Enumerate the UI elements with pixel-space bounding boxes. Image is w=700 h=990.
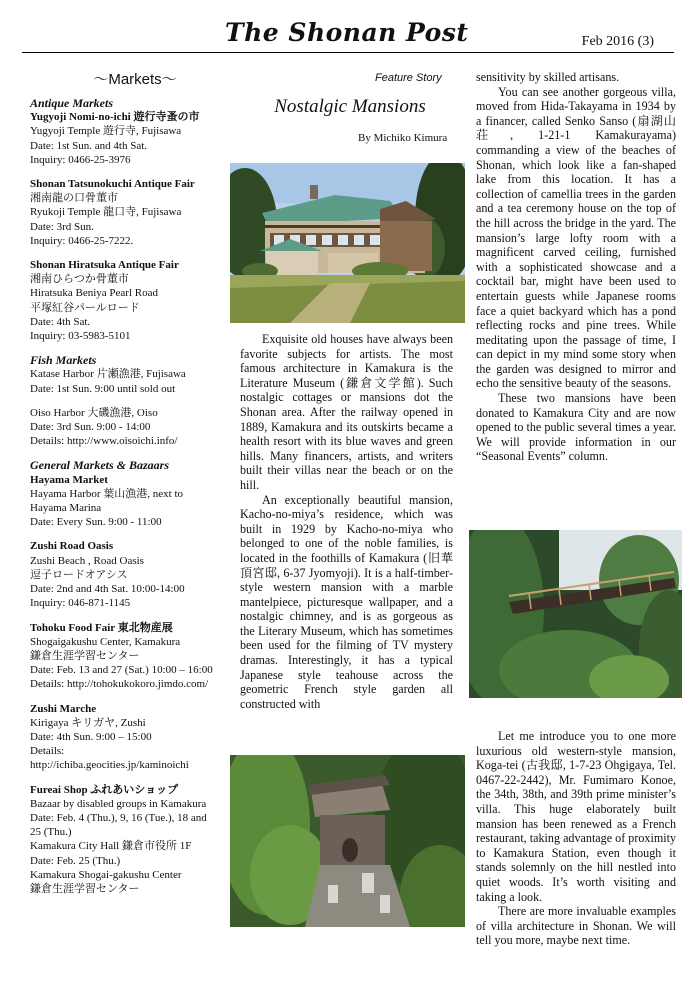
market-detail: Inquiry: 0466-25-7222.: [30, 234, 134, 247]
market-entry: [30, 177, 235, 248]
market-detail: http://ichiba.geocities.jp/kaminoichi: [30, 759, 189, 772]
story-paragraph: You can see another gorgeous villa, moved from Hida-Takayama in 1934 by a financer, called Senko Sanso (扇湖山荘, 1-21-1 Kamakurayama) commanding a view of the beaches of Shonan, which look like a fan-shaped lake from this location. It has a collection of camellia trees in the garden and a tea ceremony house on the top of the hill across the bridge in the yard. The mansion’s large lofty room with a magnificent carved ceiling, furnished with a sophisticated showcase and a cocktail bar, might have been used to entertain guests while Japanese rooms face a quiet backyard which has a pond reflecting rocks and pine trees. While meditating upon the passage of time, I can depict in my mind some story when the garden was designed to mirror and echo the sensitive beauty of the seasons.: [476, 84, 676, 391]
market-entry: [30, 621, 235, 692]
market-detail: Date: 3rd Sun.: [30, 220, 94, 233]
market-entry: [30, 702, 235, 773]
market-detail: 25 (Thu.): [30, 826, 72, 839]
market-name: Tohoku Food Fair 東北物産展: [30, 621, 173, 634]
market-entry: [30, 258, 235, 343]
markets-column: [30, 96, 235, 906]
market-category: General Markets & Bazaars: [30, 458, 170, 473]
market-detail: 鎌倉生涯学習センター: [30, 882, 140, 895]
market-detail: 湘南龍の口骨董市: [30, 192, 118, 205]
market-detail: Bazaar by disabled groups in Kamakura: [30, 797, 207, 810]
story-paragraph: Let me introduce you to one more luxurious old western-style mansion, Koga-tei (古我邸, 1-7-23 Ohgigaya, Tel. 0467-22-2442), Mr. Fumimaro Konoe, the 34th, 38th, and 39th prime minister’s villa. This huge elaborately built mansion has been renewed as a French restaurant, taking advantage of proximity to Kamakura Station, even though it stands solemnly on the hill nestled into quiet woods. It’s worth visiting and taking a look.: [476, 729, 676, 904]
market-detail: Date: 4th Sat.: [30, 315, 91, 328]
market-entry: [30, 110, 235, 167]
mansion-photo: [230, 163, 465, 323]
header-rule: [22, 52, 674, 53]
market-detail: Yugyoji Temple 遊行寺, Fujisawa: [30, 125, 182, 138]
market-detail: Shogaigakushu Center, Kamakura: [30, 635, 181, 648]
market-detail: Date: 1st Sun. and 4th Sat.: [30, 139, 148, 152]
market-entry: [30, 406, 235, 449]
market-name: Shonan Tatsunokuchi Antique Fair: [30, 178, 195, 191]
market-detail: Hayama Marina: [30, 502, 102, 515]
feature-column-2: [240, 332, 453, 711]
market-entry: [30, 367, 235, 395]
market-detail: Date: 1st Sun. 9:00 until sold out: [30, 382, 176, 395]
story-paragraph: There are more invaluable examples of villa architecture in Shonan. We will tell you more, maybe next time.: [476, 904, 676, 948]
market-detail: 逗子ロードオアシス: [30, 568, 128, 581]
market-detail: Date: 2nd and 4th Sat. 10:00-14:00: [30, 583, 185, 596]
bridge-photo: [469, 530, 682, 698]
market-detail: Date: Feb. 13 and 27 (Sat.) 10:00 – 16:00: [30, 664, 213, 677]
market-entry: [30, 539, 235, 610]
byline: By Michiko Kimura: [358, 132, 448, 144]
market-detail: Date: Every Sun. 9:00 - 11:00: [30, 516, 162, 529]
market-detail: 湘南ひらつか骨董市: [30, 273, 129, 286]
market-detail: Kamakura Shogai-gakushu Center: [30, 868, 182, 881]
market-name: Hayama Market: [30, 473, 108, 486]
market-detail: Details: http://tohokukokoro.jimdo.com/: [30, 678, 209, 691]
story-paragraph: An exceptionally beautiful mansion, Kacho-no-miya’s residence, which was built in 1929 by Kacho-no-miya who belonged to one of the noble families, is located in the foothills of Kamakura (旧華頂宮邸, 6-37 Jyomyoji). It is a half-timber-style western mansion with a marble mantelpiece, picturesque wallpaper, and a nostalgic chimney, and is as gorgeous as the Literary Museum, which has sometimes been used for the filming of TV mystery dramas. Interestingly, it has a typical Japanese style teahouse across the geometric French style garden all constructed with: [240, 492, 453, 711]
market-detail: Zushi Beach , Road Oasis: [30, 554, 144, 567]
market-detail: Date: Feb. 4 (Thu.), 9, 16 (Tue.), 18 and: [30, 811, 207, 824]
market-detail: Details:: [30, 745, 65, 758]
market-detail: Katase Harbor 片瀬漁港, Fujisawa: [30, 368, 186, 381]
feature-column-3: [476, 70, 676, 464]
market-detail: 鎌倉生涯学習センター: [30, 649, 140, 662]
market-detail: 平塚紅谷パールロード: [30, 301, 140, 314]
market-detail: Oiso Harbor 大磯漁港, Oiso: [30, 406, 158, 419]
market-name: Yugyoji Nomi-no-ichi 遊行寺蚤の市: [30, 111, 200, 124]
market-name: Zushi Marche: [30, 702, 97, 715]
market-detail: Inquiry: 046-871-1145: [30, 597, 131, 610]
story-paragraph: Exquisite old houses have always been favorite subjects for artists. The most famous architecture in Kamakura is the Literature Museum (鎌倉文学館). Such nostalgic cottages or mansions dot the Shonan area. After the railway opened in 1889, Kamakura and its outskirts became a health resort with its blue waves and green hills. Many financers, artists, and writers built their villas near the beach or on the hill.: [240, 332, 453, 492]
market-category: Antique Markets: [30, 96, 114, 110]
market-category: Fish Markets: [30, 353, 97, 368]
story-paragraph-continued: sensitivity by skilled artisans.: [476, 70, 620, 84]
market-detail: Date: Feb. 25 (Thu.): [30, 854, 121, 867]
market-detail: Inquiry: 03-5983-5101: [30, 330, 131, 343]
market-name: Fureai Shop ふれあいショップ: [30, 783, 179, 796]
feature-label: Feature Story: [375, 72, 442, 84]
market-detail: Kirigaya キリガヤ, Zushi: [30, 716, 146, 729]
market-detail: Kamakura City Hall 鎌倉市役所 1F: [30, 840, 192, 853]
markets-title: ～Markets～: [93, 71, 177, 88]
market-entry: [30, 783, 235, 897]
market-detail: Date: 3rd Sun. 9:00 - 14:00: [30, 421, 151, 434]
feature-column-3-bottom: [476, 729, 676, 948]
issue-date: Feb 2016 (3): [581, 34, 654, 49]
story-title: Nostalgic Mansions: [274, 96, 426, 117]
story-paragraph: These two mansions have been donated to Kamakura City and are now opened to the public several times a year. We will provide information in our “Seasonal Events” column.: [476, 391, 676, 464]
newspaper-masthead: The Shonan Post: [225, 18, 469, 47]
market-name: Zushi Road Oasis: [30, 540, 114, 553]
market-detail: Hayama Harbor 葉山漁港, next to: [30, 487, 184, 500]
market-detail: Inquiry: 0466-25-3976: [30, 153, 131, 166]
courtyard-photo: [230, 755, 465, 927]
market-name: Shonan Hiratsuka Antique Fair: [30, 259, 179, 272]
market-entry: [30, 473, 235, 530]
market-detail: Date: 4th Sun. 9:00 – 15:00: [30, 730, 152, 743]
market-detail: Ryukoji Temple 龍口寺, Fujisawa: [30, 206, 182, 219]
market-detail: Hiratsuka Beniya Pearl Road: [30, 287, 158, 300]
market-detail: Details: http://www.oisoichi.info/: [30, 435, 178, 448]
